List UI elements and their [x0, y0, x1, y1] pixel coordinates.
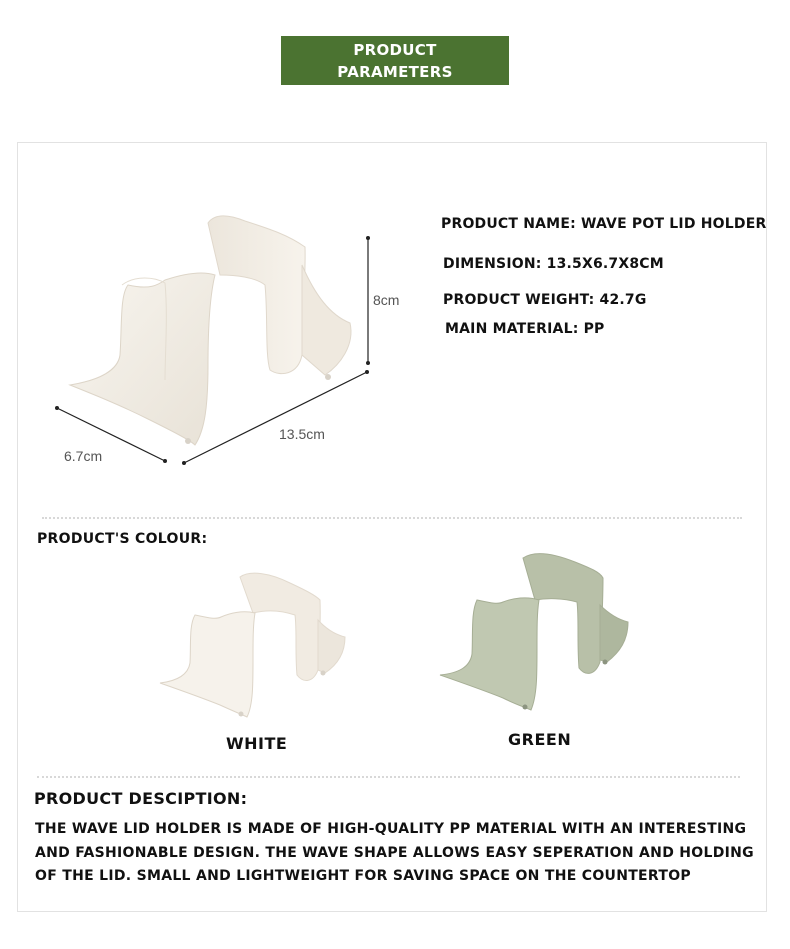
section-banner	[281, 36, 509, 85]
spec-material: MAIN MATERIAL: PP	[445, 321, 605, 337]
banner-line-2: PARAMETERS	[337, 63, 453, 81]
height-dimension-label: 8cm	[373, 292, 400, 308]
product-image-main	[40, 205, 380, 470]
spec-dimension: DIMENSION: 13.5X6.7X8CM	[443, 256, 664, 272]
length-dimension-label: 13.5cm	[279, 426, 325, 442]
product-image-white	[155, 565, 355, 725]
description-title: PRODUCT DESCIPTION:	[34, 789, 248, 808]
width-dimension-label: 6.7cm	[64, 448, 103, 464]
colour-label-white: WHITE	[226, 734, 288, 753]
banner-line-1: PRODUCT	[353, 41, 437, 59]
dotted-divider	[42, 517, 742, 519]
spec-product-name: PRODUCT NAME: WAVE POT LID HOLDER	[441, 216, 767, 232]
description-text: THE WAVE LID HOLDER IS MADE OF HIGH-QUALITY PP MATERIAL WITH AN INTERESTING AND FASHIONABLE DESIGN. THE WAVE SHAPE ALLOWS EASY SEPERATION AND HOLDING OF THE LID. SMALL AND LIGHTWEIGHT FOR SAVING SPACE ON THE COUNTERTOP	[35, 821, 754, 884]
spec-weight: PRODUCT WEIGHT: 42.7G	[443, 292, 647, 308]
product-image-green	[435, 550, 635, 720]
colour-label-green: GREEN	[508, 730, 572, 749]
dotted-divider	[37, 776, 740, 778]
colour-section-title: PRODUCT'S COLOUR:	[37, 531, 208, 547]
